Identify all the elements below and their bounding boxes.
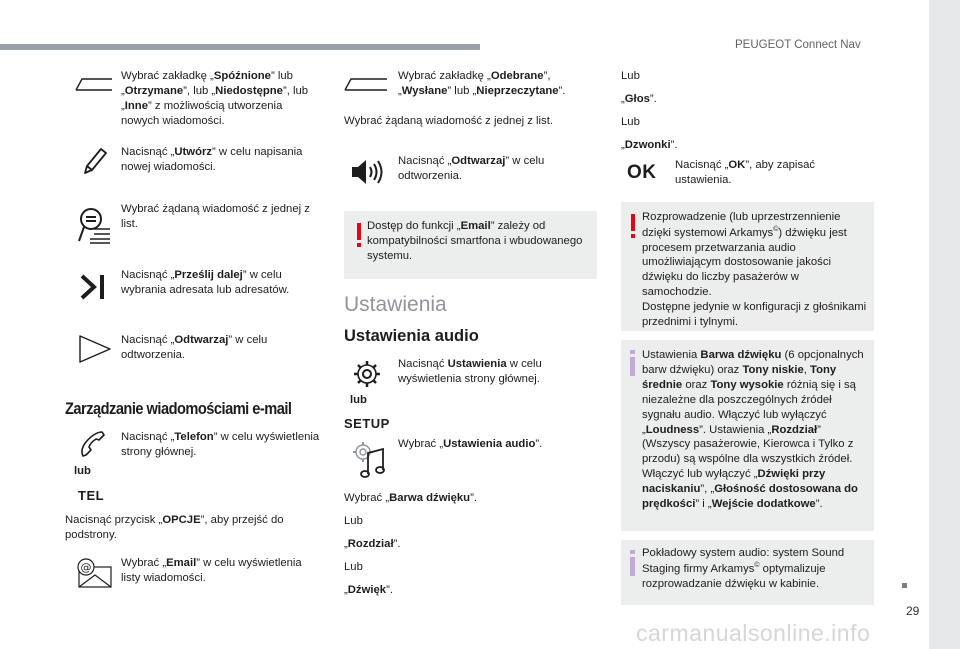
col2-item1-text: Wybrać zakładkę „Odebrane”, „Wysłane” lub „Nieprzeczytane”. (398, 70, 566, 97)
speaker-icon (350, 158, 384, 186)
col3-or-2: Lub (621, 116, 640, 128)
spatialization-warning-text: Rozprowadzenie (lub uprzestrzennienie dzięki systemowi Arkamys©) dźwięku jest procesem przetwarzania audio umożliwiającym dostosowanie jakości dźwięku do liczby pasażerów w samochodzie. Dostępne jedynie w konfiguracji z głośnikami przednimi i tylnymi. (642, 211, 867, 329)
exclamation-icon (631, 214, 635, 243)
col2-para4: „Dźwięk”. (344, 584, 393, 596)
tab-icon (344, 76, 388, 92)
info-icon (630, 550, 635, 581)
email-warning-box (344, 211, 597, 279)
list-select-icon (76, 203, 112, 245)
header-title: PEUGEOT Connect Nav (735, 39, 861, 51)
page-number: 29 (906, 604, 920, 618)
email-management-heading: Zarządzanie wiadomościami e-mail (65, 399, 292, 418)
audio-settings-heading: Ustawienia audio (344, 327, 479, 345)
tone-info-text: Ustawienia Barwa dźwięku (6 opcjonalnych barw dźwięku) oraz Tony niskie, Tony średnie oraz Tony wysokie różnią się i są niezależne dla poszczególnych źródeł sygnału audio. Włączyć lub wyłączyć „Loudness”. Ustawienia „Rozdział” (Wszyscy pasażerowie, Kierowca i Tylko z przodu) są wspólne dla wszystkich źródeł. Włączyć lub wyłączyć „Dźwięki przy naciskaniu”, „Głośność dostosowana do prędkości” i „Wejście dodatkowe”. (642, 349, 864, 511)
settings-icon (353, 360, 381, 388)
audio-settings-icon (352, 441, 386, 479)
tel-button-label: TEL (78, 488, 105, 503)
col2-item2-text: Nacisnąć „Odtwarzaj” w celu odtworzenia. (398, 155, 545, 182)
tone-info-box (621, 340, 874, 531)
col2-or-3: Lub (344, 561, 363, 573)
col3-para1: „Głos”. (621, 93, 657, 105)
pencil-icon (82, 146, 108, 176)
col1-item5-text: Nacisnąć „Odtwarzaj” w celu odtworzenia. (121, 334, 268, 361)
spatialization-warning-box (621, 202, 874, 331)
col1-or-label: lub (74, 465, 91, 477)
settings-heading: Ustawienia (344, 293, 447, 316)
col3-or-1: Lub (621, 70, 640, 82)
top-bar (0, 44, 480, 50)
exclamation-icon (357, 223, 361, 252)
email-warning-text: Dostęp do funkcji „Email” zależy od kompatybilności smartfona i wbudowanego systemu. (367, 220, 583, 262)
col1-item6-text: Nacisnąć „Telefon” w celu wyświetlenia strony głównej. (121, 431, 320, 458)
col2-para1: Wybrać żądaną wiadomość z jednej z list. (344, 115, 553, 127)
col3-para2: „Dzwonki”. (621, 139, 678, 151)
col1-options-para: Nacisnąć przycisk „OPCJE”, aby przejść do podstrony. (65, 514, 284, 541)
end-mark (902, 583, 907, 588)
page-margin (929, 0, 960, 649)
setup-button-label: SETUP (344, 416, 390, 431)
col3-item1-text: Nacisnąć „OK”, aby zapisać ustawienia. (675, 159, 816, 186)
col1-item1-text: Wybrać zakładkę „Spóźnione” lub „Otrzymane”, lub „Niedostępne”, lub „Inne” z możliwością utworzenia nowych wiadomości. (121, 70, 309, 127)
phone-icon (80, 430, 106, 458)
play-icon (78, 334, 112, 364)
col2-para3: „Rozdział”. (344, 538, 401, 550)
col1-item4-text: Nacisnąć „Prześlij dalej” w celu wybrania adresata lub adresatów. (121, 269, 290, 296)
tab-icon (75, 76, 113, 92)
col1-item7-text: Wybrać „Email” w celu wyświetlenia listy wiadomości. (121, 557, 302, 584)
arkamys-info-box (621, 540, 874, 605)
info-icon (630, 350, 635, 381)
col1-item3-text: Wybrać żądaną wiadomość z jednej z list. (121, 203, 310, 230)
svg-text:@: @ (80, 561, 92, 574)
col2-para2: Wybrać „Barwa dźwięku”. (344, 492, 477, 504)
col2-or-2: Lub (344, 515, 363, 527)
email-icon (75, 557, 113, 589)
arkamys-info-text: Pokładowy system audio: system Sound Staging firmy Arkamys© optymalizuje rozprowadzanie dźwięku w kabinie. (642, 547, 845, 590)
col2-item4-text: Wybrać „Ustawienia audio”. (398, 438, 543, 450)
ok-button-label: OK (627, 162, 657, 183)
col2-or-label: lub (350, 394, 367, 406)
forward-icon (80, 272, 108, 302)
col2-item3-text: Nacisnąć Ustawienia w celu wyświetlenia strony głównej. (398, 358, 542, 385)
watermark: carmanualsonline.info (636, 620, 871, 646)
col1-item2-text: Nacisnąć „Utwórz” w celu napisania nowej wiadomości. (121, 146, 303, 173)
